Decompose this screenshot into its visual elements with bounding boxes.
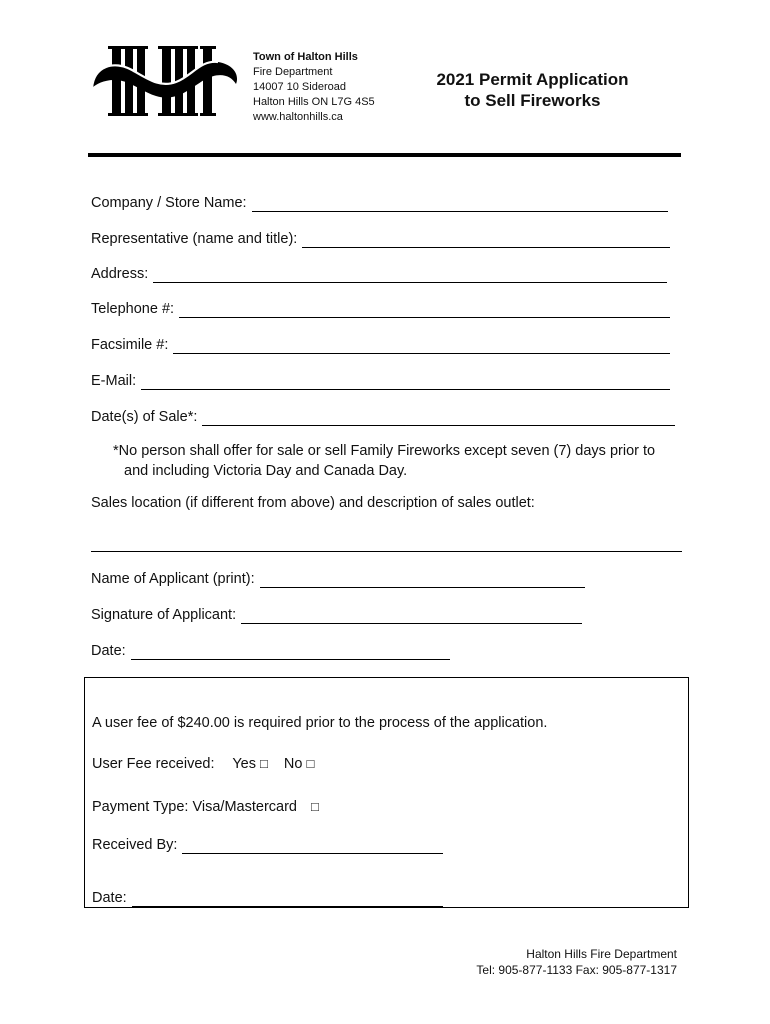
applicant-signature-label: Signature of Applicant: — [91, 607, 237, 623]
address-input-line[interactable] — [153, 266, 667, 283]
organization-address — [253, 50, 375, 125]
sale-period-note — [113, 441, 683, 481]
company-input-line[interactable] — [252, 195, 668, 212]
applicant-name-label: Name of Applicant (print): — [91, 571, 255, 587]
dates-of-sale-label: Date(s) of Sale*: — [91, 409, 198, 425]
telephone-field[interactable] — [91, 298, 670, 318]
footer-department: Halton Hills Fire Department — [526, 947, 677, 961]
fee-no-label: No — [283, 756, 303, 772]
payment-visa-mastercard-checkbox[interactable]: □ — [311, 799, 319, 814]
representative-input-line[interactable] — [302, 231, 670, 248]
applicant-signature-field[interactable] — [91, 604, 582, 624]
applicant-name-input-line[interactable] — [260, 571, 585, 588]
footer-contact — [476, 946, 677, 978]
address-label: Address: — [91, 266, 149, 282]
office-use-box — [84, 677, 689, 908]
applicant-date-input-line[interactable] — [131, 643, 450, 660]
applicant-date-field[interactable] — [91, 640, 450, 660]
sales-location-input-line[interactable] — [91, 551, 682, 552]
dates-of-sale-field[interactable] — [91, 406, 675, 426]
email-label: E-Mail: — [91, 373, 137, 389]
payment-type-row — [92, 799, 319, 815]
email-input-line[interactable] — [141, 373, 670, 390]
fee-yes-label: Yes — [232, 756, 256, 772]
header-divider — [88, 153, 681, 157]
received-by-field[interactable] — [92, 834, 443, 854]
facsimile-input-line[interactable] — [173, 337, 670, 354]
office-date-label: Date: — [92, 890, 127, 906]
office-date-input-line[interactable] — [132, 890, 443, 907]
sales-location-label: Sales location (if different from above) and description of sales outlet: — [91, 495, 535, 511]
dates-of-sale-input-line[interactable] — [202, 409, 675, 426]
facsimile-field[interactable] — [91, 334, 670, 354]
org-name: Town of Halton Hills — [253, 51, 358, 63]
applicant-signature-input-line[interactable] — [241, 607, 582, 624]
fee-yes-checkbox[interactable]: □ — [260, 756, 268, 771]
footer-phone-fax: Tel: 905-877-1133 Fax: 905-877-1317 — [476, 963, 677, 977]
halton-hills-logo — [90, 44, 240, 118]
form-title — [410, 69, 655, 111]
fee-received-row — [92, 756, 314, 772]
org-street: 14007 10 Sideroad — [253, 81, 346, 93]
received-by-label: Received By: — [92, 837, 178, 853]
address-field[interactable] — [91, 263, 667, 283]
note-line-1: *No person shall offer for sale or sell Family Fireworks except seven (7) days prior to — [113, 443, 656, 459]
title-line-1: 2021 Permit Application — [436, 70, 629, 89]
facsimile-label: Facsimile #: — [91, 337, 169, 353]
applicant-date-label: Date: — [91, 643, 126, 659]
fee-no-checkbox[interactable]: □ — [306, 756, 315, 771]
payment-type-label: Payment Type: Visa/Mastercard — [92, 799, 297, 815]
telephone-input-line[interactable] — [179, 301, 670, 318]
representative-label: Representative (name and title): — [91, 231, 298, 247]
applicant-name-field[interactable] — [91, 568, 585, 588]
representative-field[interactable] — [91, 228, 670, 248]
org-city: Halton Hills ON L7G 4S5 — [253, 96, 375, 108]
telephone-label: Telephone #: — [91, 301, 175, 317]
email-field[interactable] — [91, 370, 670, 390]
company-label: Company / Store Name: — [91, 195, 247, 211]
title-line-2: to Sell Fireworks — [464, 91, 601, 110]
org-department: Fire Department — [253, 66, 333, 78]
fee-received-label: User Fee received: — [92, 756, 215, 772]
org-website: www.haltonhills.ca — [253, 111, 343, 123]
received-by-input-line[interactable] — [182, 837, 443, 854]
user-fee-notice: A user fee of $240.00 is required prior to the process of the application. — [92, 715, 548, 731]
office-date-field[interactable] — [92, 887, 443, 907]
company-field[interactable] — [91, 192, 668, 212]
note-line-2: and including Victoria Day and Canada Day. — [124, 463, 408, 479]
